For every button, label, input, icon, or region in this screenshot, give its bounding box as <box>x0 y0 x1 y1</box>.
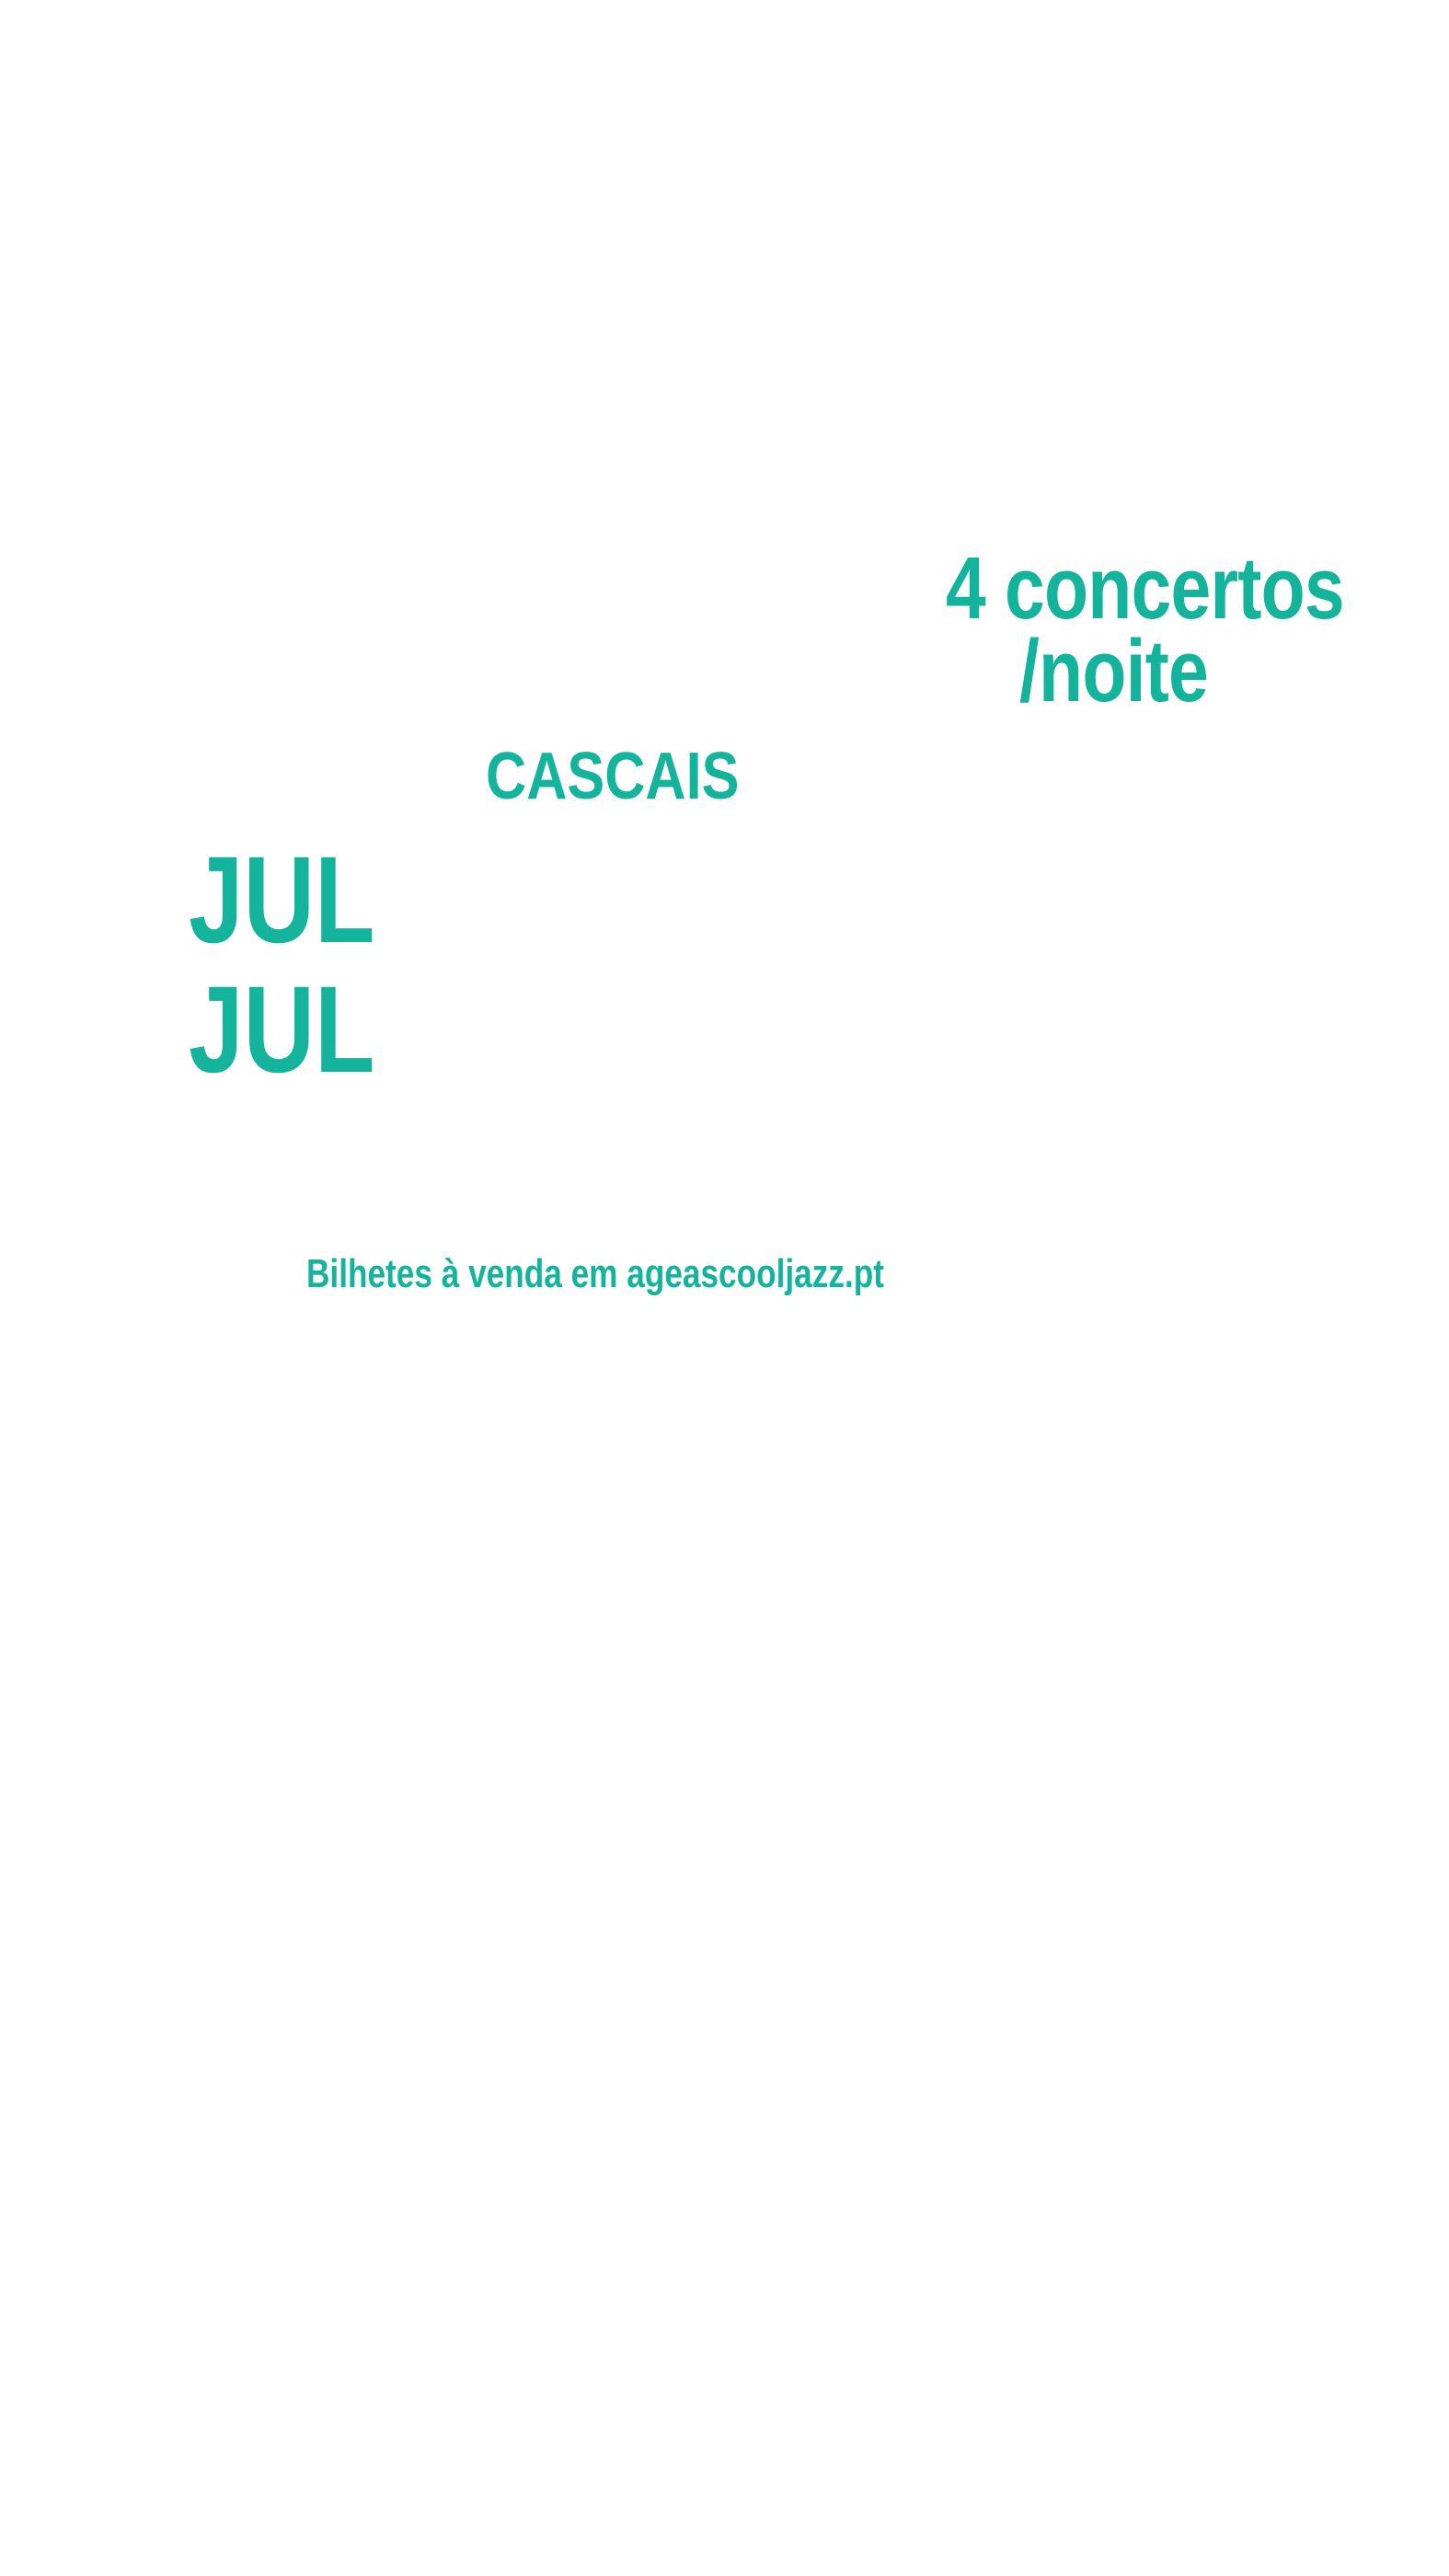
concerts-per-night-line1: 4 concertos <box>946 539 1344 638</box>
tickets-info: Bilhetes à venda em ageascooljazz.pt <box>306 1251 884 1296</box>
location-label: CASCAIS <box>486 740 740 813</box>
month-label-end: JUL <box>189 961 375 1098</box>
month-label-start: JUL <box>189 832 375 969</box>
concerts-per-night-line2: /noite <box>1019 622 1208 720</box>
